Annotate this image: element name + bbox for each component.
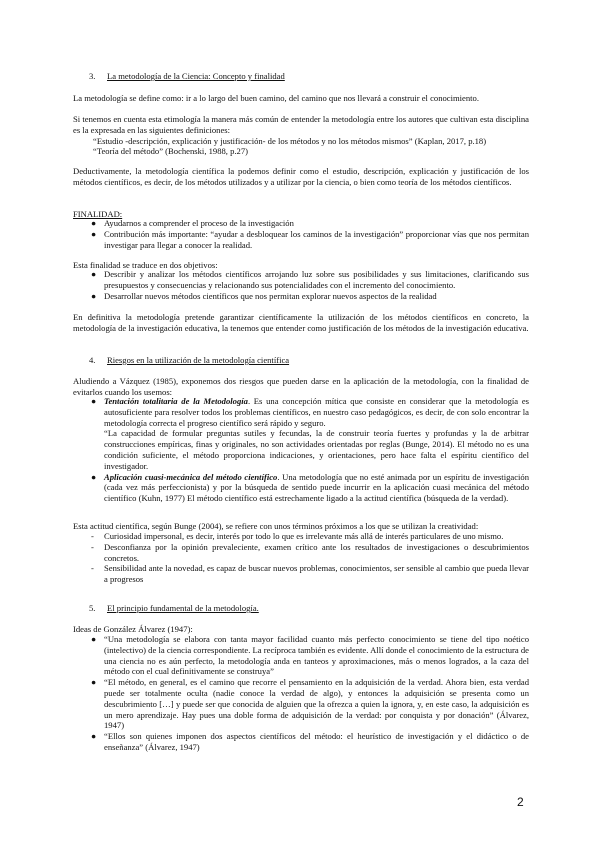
risk-title: Aplicación cuasi-mecánica del método científico — [104, 471, 278, 482]
list-item-text: Desconfianza por la opinión prevaleciente, examen crítico ante los resultados de investigaciones o descubrimientos concretos. — [104, 541, 529, 563]
ideas-list — [91, 634, 529, 753]
bullet-icon: ● — [91, 269, 97, 279]
list-item-text: “El método, en general, es el camino que recorre el pensamiento en la adquisición de la verdad. Ahora bien, esta verdad puede ser totalmente oculta (nadie conoce la verdad de algo), y entonces la adquisición se presenta como un descubrimiento […] y puede ser que conocida de alguien que la ofrezca a quien la ignora, y, en este caso, la adquisición es un mero aprendizaje. Hay pues una doble forma de adquisición de la verdad: por conquista y por donación” (Álvarez, 1947) — [104, 677, 529, 731]
paragraph: En definitiva la metodología pretende garantizar científicamente la utilización de los métodos científicos en concreto, la metodología de la investigación educativa, la tenemos que entender como justificación de los métodos de la investigación educativa. — [73, 312, 529, 333]
list-item-text: Desarrollar nuevos métodos científicos que nos permitan explorar nuevos aspectos de la realidad — [104, 290, 437, 301]
quote: “Estudio -descripción, explicación y justificación- de los métodos y no los métodos mismos” (Kaplan, 2017, p.18) — [93, 135, 487, 146]
section-4-heading — [89, 355, 289, 366]
section-5-heading — [89, 603, 259, 614]
risk-title: Tentación totalitaria de la Metodología — [104, 396, 248, 406]
list-item-text: Ayudarnos a comprender el proceso de la investigación — [104, 218, 294, 228]
list-item-text: Curiosidad impersonal, es decir, interés por todo lo que es irrelevante más allá de interés particulares de uno mismo. — [104, 531, 504, 541]
bullet-icon: ● — [91, 290, 97, 301]
bullet-icon: ● — [91, 228, 97, 239]
dash-icon: - — [91, 531, 94, 541]
paragraph: Ideas de González Álvarez (1947): — [73, 624, 193, 634]
dash-icon: - — [91, 563, 94, 574]
label-text: FINALIDAD: — [73, 209, 123, 219]
section-number: 5. — [89, 603, 96, 613]
list-item — [91, 563, 529, 585]
bullet-icon: ● — [91, 634, 97, 644]
bullet-icon: ● — [91, 677, 97, 688]
list-item — [91, 531, 529, 542]
list-item — [91, 542, 529, 564]
section-title: Riesgos en la utilización de la metodología científica — [107, 355, 290, 365]
list-item — [91, 269, 529, 291]
list-item — [91, 472, 529, 504]
bullet-icon: ● — [91, 396, 97, 406]
list-item — [91, 218, 529, 229]
list-item — [91, 229, 529, 251]
dash-icon: - — [91, 541, 94, 552]
bullet-icon: ● — [91, 471, 97, 482]
list-item — [91, 634, 529, 677]
quote: “Teoría del método” (Bochenski, 1988, p.27) — [93, 146, 248, 157]
section-number: 4. — [89, 355, 96, 365]
finalidad-list — [91, 218, 529, 250]
list-item-text: “Ellos son quienes imponen dos aspectos científicos del método: el heurístico de investigación y el didáctico o de enseñanza” (Álvarez, 1947) — [104, 731, 529, 752]
section-3-heading — [89, 71, 285, 82]
paragraph: Esta finalidad se traduce en dos objetivos: — [73, 260, 218, 270]
paragraph-text: Si tenemos en cuenta esta etimología la manera más común de entender la metodología entre los autores que cultivan esta disciplina es la expresada en las siguientes definiciones: — [73, 114, 529, 135]
list-item — [91, 677, 529, 731]
risk-text: . Es una concepción mítica que consiste en considerar que la metodología es autosuficiente para resolver todos los problemas científicos, en nuestro caso pedagógicos, es decir, de con solo encontrar la metodología correcta el progreso científico será rápido y seguro. — [104, 396, 529, 428]
section-title: La metodología de la Ciencia: Concepto y finalidad — [107, 71, 285, 81]
risk-quote: “La capacidad de formular preguntas sutiles y fecundas, la de construir teoría fuertes y profundas y la de arbitrar construcciones empíricas, finas y originales, no son actividades orientadas por reglas (Bunge, 2014). El método no es una condición suficiente, el método proporciona indicaciones, y orientaciones, pero hace falta el espíritu científico del investigador. — [104, 428, 529, 471]
paragraph: Aludiendo a Vázquez (1985), exponemos dos riesgos que pueden darse en la aplicación de la metodología, con la finalidad de evitarlos cuando los usemos: — [73, 376, 529, 397]
list-item-text: Describir y analizar los métodos científicos arrojando luz sobre sus posibilidades y sus limitaciones, clarificando sus presupuestos y consecuencias y relacionando sus potencialidades con el incremento del conocimiento. — [104, 269, 529, 290]
riesgos-list — [91, 396, 529, 504]
paragraph: Esta actitud científica, según Bunge (2004), se refiere con unos términos próximos a los que se utilizan la creatividad: — [73, 521, 479, 531]
paragraph — [73, 114, 529, 157]
list-item — [91, 291, 529, 302]
section-title: El principio fundamental de la metodología. — [107, 603, 259, 613]
list-item — [91, 731, 529, 753]
list-item — [91, 396, 529, 472]
page-number: 2 — [517, 795, 524, 809]
section-number: 3. — [89, 71, 96, 81]
paragraph: Deductivamente, la metodología científica la podemos definir como el estudio, descripción, explicación y justificación de los métodos científicos, es decir, de los métodos utilizados y a utilizar por la ciencia, o bien como teoría de los métodos científicos. — [73, 166, 529, 187]
paragraph: La metodología se define como: ir a lo largo del buen camino, del camino que nos llevará a construir el conocimiento. — [73, 93, 480, 103]
list-item-text: Contribución más importante: “ayudar a desbloquear los caminos de la investigación” proporcionar vías que nos permitan investigar para llegar a conocer la realidad. — [104, 228, 529, 250]
bullet-icon: ● — [91, 731, 97, 742]
list-item-text: “Una metodología se elabora con tanta mayor facilidad cuanto más perfecto conocimiento se tiene del tipo noético (intelectivo) de la ciencia correspondiente. La recíproca también es evidente. Allí donde el conocimiento de la estructura de una ciencia no es aún perfecto, la metodología anda en tanteos y aproximaciones, más o menos logrados, a la caza del método con el cual definitivamente se construya” — [104, 634, 529, 677]
actitud-list — [91, 531, 529, 585]
objetivos-list — [91, 269, 529, 301]
risk-text: . Una metodología que no esté animada por un espíritu de investigación (cada vez más perfeccionista) y por la búsqueda de sentido puede incurrir en la aplicación cuasi mecánica del método científico (Kuhn, 1977) El método científico está estrechamente ligado a la actitud científica (búsqueda de la verdad). — [104, 471, 529, 504]
list-item-text: Sensibilidad ante la novedad, es capaz de buscar nuevos problemas, conocimientos, ser sensible al cambio que pueda llevar a progresos — [104, 563, 529, 585]
bullet-icon: ● — [91, 218, 97, 228]
